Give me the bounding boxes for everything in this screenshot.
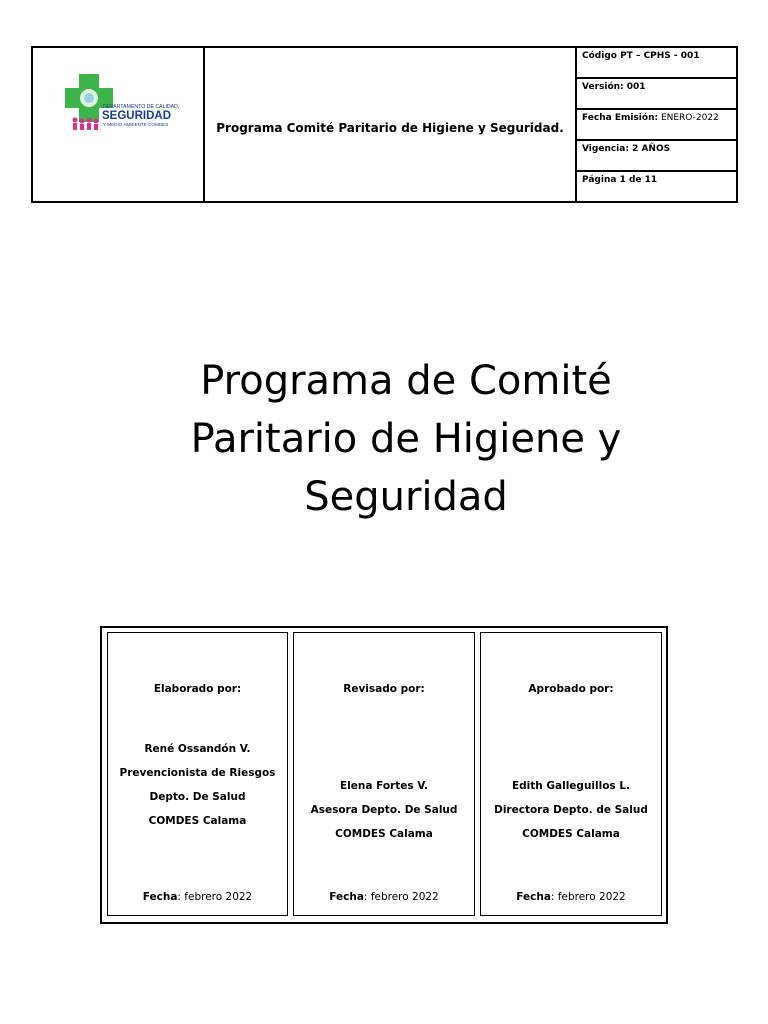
signer-line: Depto. De Salud	[149, 791, 246, 803]
vigencia-text: Vigencia: 2 AÑOS	[582, 144, 671, 154]
signer-line: Prevencionista de Riesgos	[119, 767, 276, 779]
signer-line: René Ossandón V.	[144, 743, 251, 755]
fecha-emision-row	[577, 110, 738, 141]
signer-line: COMDES Calama	[522, 828, 620, 840]
signer-line: COMDES Calama	[148, 815, 247, 827]
main-title-line: Seguridad	[304, 474, 508, 520]
department-logo	[55, 70, 183, 156]
svg-text:Y MEDIO AMBIENTE COMDES: Y MEDIO AMBIENTE COMDES	[103, 122, 169, 127]
version-row	[577, 79, 738, 110]
signer-line: Elena Fortes V.	[339, 780, 429, 792]
document-header-table	[31, 46, 738, 203]
signer-line: Directora Depto. de Salud	[494, 804, 648, 816]
svg-text:DEPARTAMENTO DE CALIDAD,: DEPARTAMENTO DE CALIDAD,	[103, 104, 180, 110]
date-label: Fecha	[329, 891, 364, 903]
date-value: : febrero 2022	[363, 891, 439, 903]
pagina-row	[577, 172, 738, 203]
main-title-line: Programa de Comité	[200, 358, 612, 404]
header-metadata	[577, 48, 738, 201]
main-title-line: Paritario de Higiene y	[190, 416, 622, 462]
codigo-row	[577, 48, 738, 79]
fecha-emision-value: ENERO-2022	[658, 113, 719, 123]
header-title: Programa Comité Paritario de Higiene y Seguridad.	[216, 120, 564, 135]
date-value: : febrero 2022	[177, 891, 253, 903]
version-text: Versión: 001	[582, 82, 646, 92]
role-label: Aprobado por:	[528, 683, 614, 695]
signature-date	[481, 891, 661, 903]
signature-box-aprobado	[480, 632, 662, 916]
logo-cell	[33, 48, 205, 201]
date-label: Fecha	[142, 891, 178, 903]
signer-line: COMDES Calama	[335, 828, 433, 840]
signature-table	[100, 626, 668, 924]
codigo-text: Código PT – CPHS - 001	[582, 51, 700, 61]
vigencia-row	[577, 141, 738, 172]
date-value: : febrero 2022	[550, 891, 626, 903]
main-title	[100, 352, 712, 526]
pagina-text: Página 1 de 11	[582, 175, 658, 185]
signer-info	[481, 774, 661, 846]
fecha-emision-label: Fecha Emisión:	[582, 113, 659, 123]
signer-info	[108, 737, 287, 833]
role-label: Elaborado por:	[153, 683, 242, 695]
signature-date	[108, 891, 287, 903]
header-title-cell	[205, 48, 577, 201]
signer-info	[294, 774, 474, 846]
date-label: Fecha	[516, 891, 551, 903]
signature-box-revisado	[293, 632, 475, 916]
role-label: Revisado por:	[343, 683, 425, 695]
signer-line: Asesora Depto. De Salud	[310, 804, 458, 816]
svg-text:SEGURIDAD: SEGURIDAD	[102, 110, 172, 122]
signer-line: Edith Galleguillos L.	[511, 780, 631, 792]
signature-box-elaborado	[107, 632, 288, 916]
signature-date	[294, 891, 474, 903]
